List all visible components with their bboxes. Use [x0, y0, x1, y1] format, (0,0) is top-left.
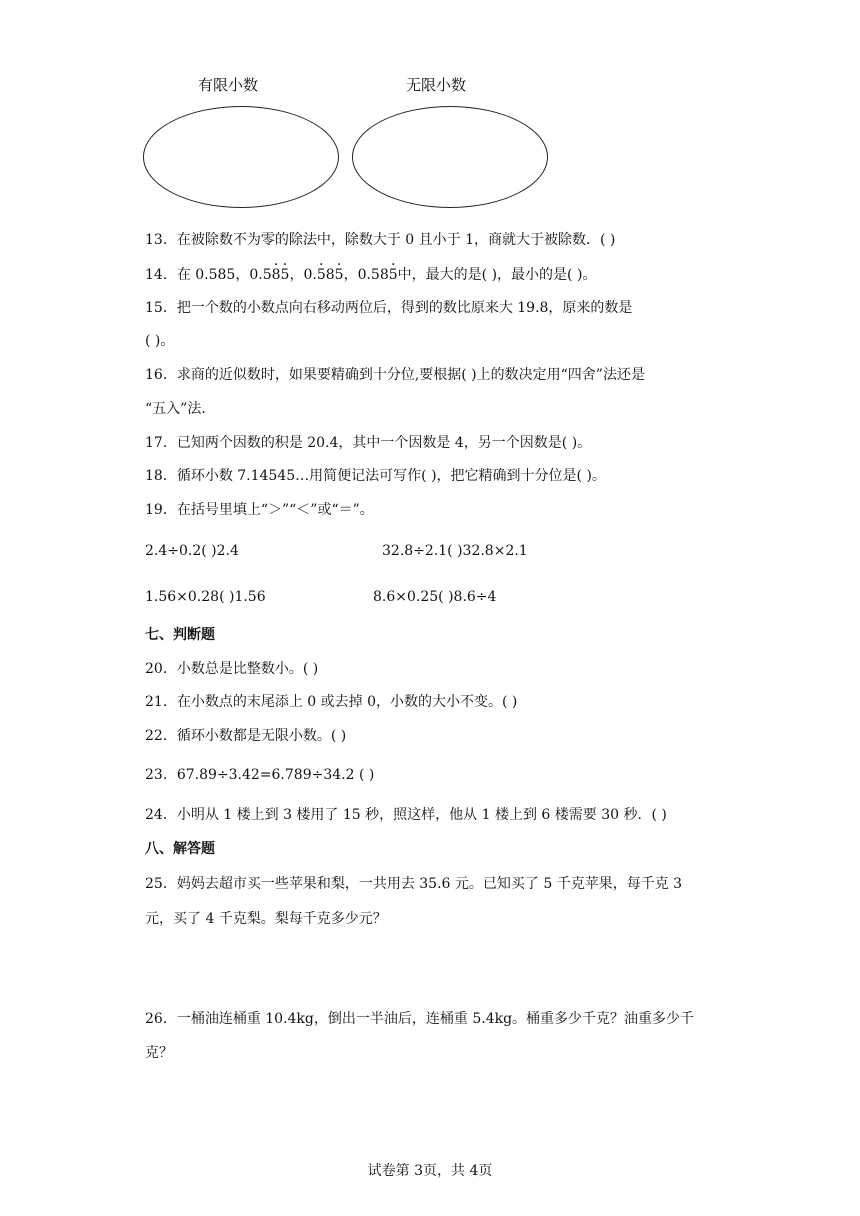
- question-21: 21．在小数点的末尾添上 0 或去掉 0，小数的大小不变。( ): [145, 694, 518, 710]
- finite-decimal-ellipse: [143, 106, 339, 208]
- q14-a-digit-1: 8 ·: [272, 265, 281, 285]
- q14-b-digit-2: 8: [325, 267, 335, 283]
- infinite-decimal-label: 无限小数: [406, 76, 467, 94]
- q14-suffix: 中，最大的是( )，最小的是( )。: [397, 267, 597, 283]
- q14-b-digit-3: 5 ·: [335, 265, 344, 285]
- page-footer: 试卷第 3页，共 4页: [367, 1163, 493, 1179]
- finite-decimal-label: 有限小数: [198, 76, 259, 94]
- question-13: 13．在被除数不为零的除法中，除数大于 0 且小于 1，商就大于被除数．( ): [145, 232, 616, 248]
- q19-item-4: 8.6×0.25( )8.6÷4: [373, 589, 497, 605]
- question-18: 18．循环小数 7.14545…用简便记法可写作( )，把它精确到十分位是( )。: [145, 468, 606, 484]
- q14-mid1: ，0.: [289, 267, 317, 283]
- question-24: 24．小明从 1 楼上到 3 楼用了 15 秒，照这样，他从 1 楼上到 6 楼需要 30 秒．( ): [145, 807, 667, 823]
- question-25-line1: 25．妈妈去超市买一些苹果和梨，一共用去 35.6 元。已知买了 5 千克苹果，每千克 3: [145, 876, 683, 892]
- question-19: 19．在括号里填上“＞”“＜”或“＝”。: [145, 502, 374, 518]
- question-14: [145, 265, 596, 285]
- question-22: 22．循环小数都是无限小数。( ): [145, 728, 347, 744]
- infinite-decimal-ellipse: [352, 106, 548, 208]
- question-20: 20．小数总是比整数小。( ): [145, 661, 319, 677]
- q14-mid2: ，0.58: [343, 267, 389, 283]
- q14-c-digit: 5 ·: [389, 265, 398, 285]
- section-8-title: 八、解答题: [145, 841, 215, 857]
- question-25-line2: 元，买了 4 千克梨。梨每千克多少元？: [145, 911, 387, 927]
- question-16-line1: 16．求商的近似数时，如果要精确到十分位,要根据( )上的数决定用“四舍”法还是: [145, 367, 645, 383]
- question-26-line2: 克？: [145, 1045, 173, 1061]
- q14-a-digit-2: 5 ·: [281, 265, 290, 285]
- q14-prefix: 14．在 0.585，0.5: [145, 267, 272, 283]
- q19-item-3: 1.56×0.28( )1.56: [145, 589, 266, 605]
- section-7-title: 七、判断题: [145, 627, 215, 643]
- question-16-line2: “五入”法.: [145, 401, 206, 417]
- question-15-line1: 15．把一个数的小数点向右移动两位后，得到的数比原来大 19.8，原来的数是: [145, 300, 633, 316]
- question-17: 17．已知两个因数的积是 20.4，其中一个因数是 4，另一个因数是( )。: [145, 435, 592, 451]
- question-23: 23．67.89÷3.42=6.789÷34.2 ( ): [145, 767, 375, 783]
- question-15-line2: ( )。: [145, 333, 175, 349]
- q19-item-2: 32.8÷2.1( )32.8×2.1: [382, 543, 528, 559]
- q14-b-digit-1: 5 ·: [317, 265, 326, 285]
- q19-item-1: 2.4÷0.2( )2.4: [145, 543, 239, 559]
- question-26-line1: 26．一桶油连桶重 10.4kg，倒出一半油后，连桶重 5.4kg。桶重多少千克？油重多少千: [145, 1011, 695, 1027]
